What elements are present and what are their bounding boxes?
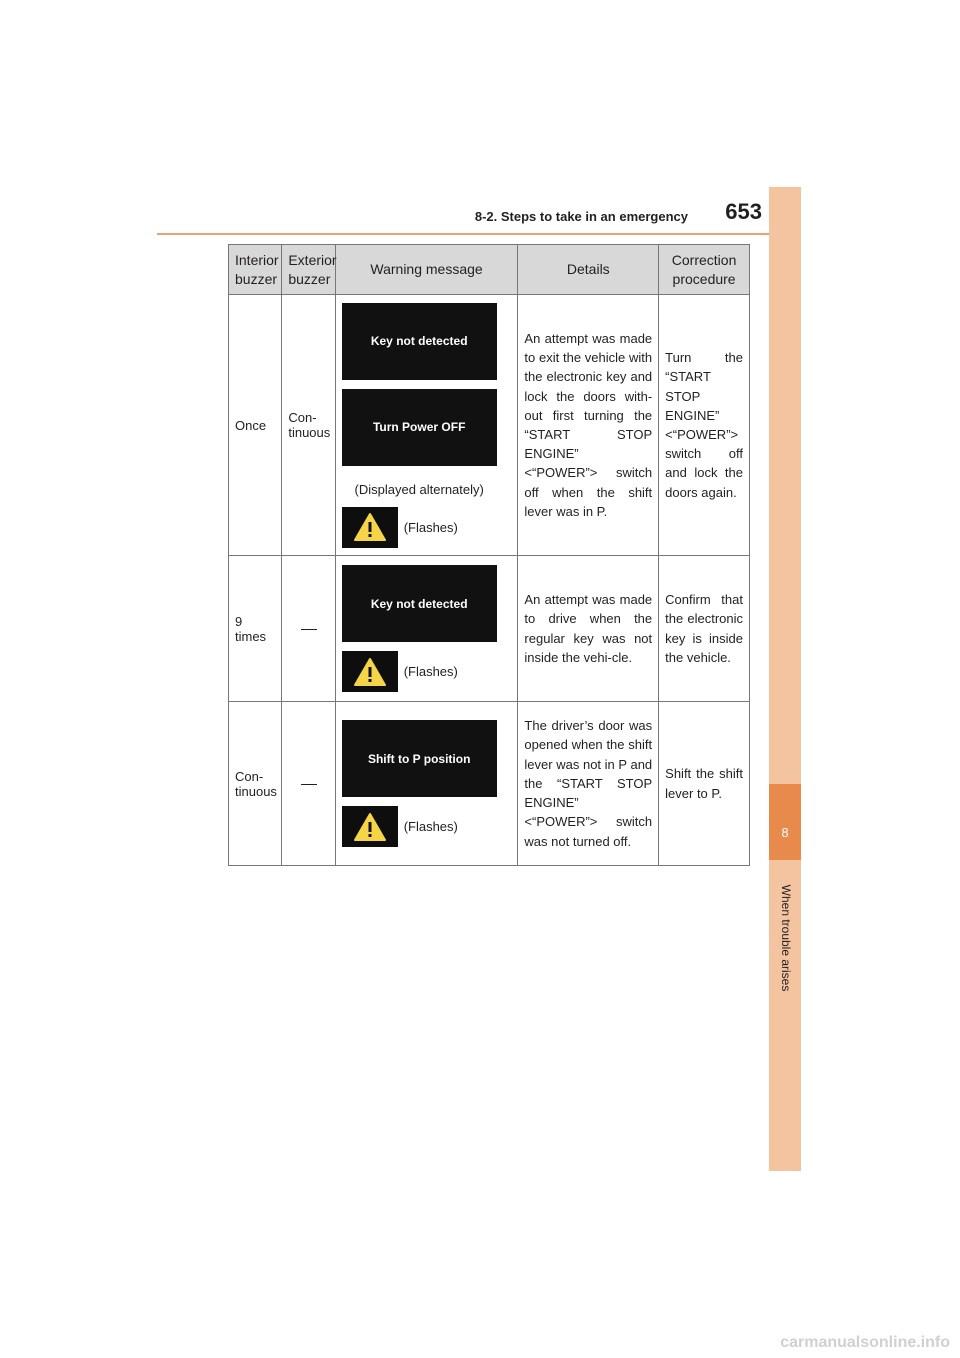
page-number: 653 [725,199,762,224]
header-rule [157,233,800,235]
details-cell: An attempt was made to exit the vehicle with the electronic key and lock the doors with-out first turning the “START STOP ENGINE” <“POWER”> switch off when the shift lever was in P. [518,295,659,556]
header-interior-buzzer: Interior buzzer [229,245,282,295]
dash [301,629,317,630]
warning-indicator [342,806,512,847]
warning-triangle-icon [342,507,398,548]
warning-message-table [228,244,750,866]
correction-cell: Shift the shift lever to P. [659,702,750,866]
details-cell: An attempt was made to drive when the regular key was not inside the vehi-cle. [518,556,659,702]
section-title: 8-2. Steps to take in an emergency [474,209,688,224]
header-warning-message: Warning message [335,245,518,295]
header-correction-procedure: Correction procedure [659,245,750,295]
display-screen: Key not detected [342,565,497,642]
warning-message-cell [335,702,518,866]
header-details: Details [518,245,659,295]
interior-buzzer-cell: Con-tinuous [229,702,282,866]
chapter-number: 8 [781,825,789,840]
chapter-side-tab [769,187,801,1171]
flash-label: (Flashes) [403,819,458,834]
exterior-buzzer-cell [282,702,335,866]
warning-message-cell [335,295,518,556]
warning-indicator [342,651,512,692]
exterior-buzzer-cell: Con-tinuous [282,295,335,556]
display-note: (Displayed alternately) [354,481,484,497]
correction-cell: Confirm that the electronic key is inside the vehicle. [659,556,750,702]
warning-message-cell [335,556,518,702]
details-cell: The driver’s door was opened when the shift lever was not in P and the “START STOP ENGINE” <“POWER”> switch was not turned off. [518,702,659,866]
table-row [229,702,750,866]
flash-label: (Flashes) [403,519,458,535]
warning-indicator [342,507,512,548]
interior-buzzer-cell: 9 times [229,556,282,702]
table-row [229,556,750,702]
warning-triangle-icon [342,806,398,847]
footer-watermark: carmanualsonline.info [780,1334,950,1351]
dash [301,784,317,785]
display-screen: Turn Power OFF [342,389,497,466]
chapter-number-box [769,784,801,860]
display-screen: Shift to P position [342,720,497,797]
table-row [229,295,750,556]
interior-buzzer-cell: Once [229,295,282,556]
header-exterior-buzzer: Exterior buzzer [282,245,335,295]
correction-cell: Turn the “START STOP ENGINE” <“POWER”> switch off and lock the doors again. [659,295,750,556]
chapter-title: When trouble arises [779,884,793,992]
table-header-row [229,245,750,295]
exterior-buzzer-cell [282,556,335,702]
flash-label: (Flashes) [403,664,458,679]
display-screen: Key not detected [342,303,497,380]
warning-triangle-icon [342,651,398,692]
